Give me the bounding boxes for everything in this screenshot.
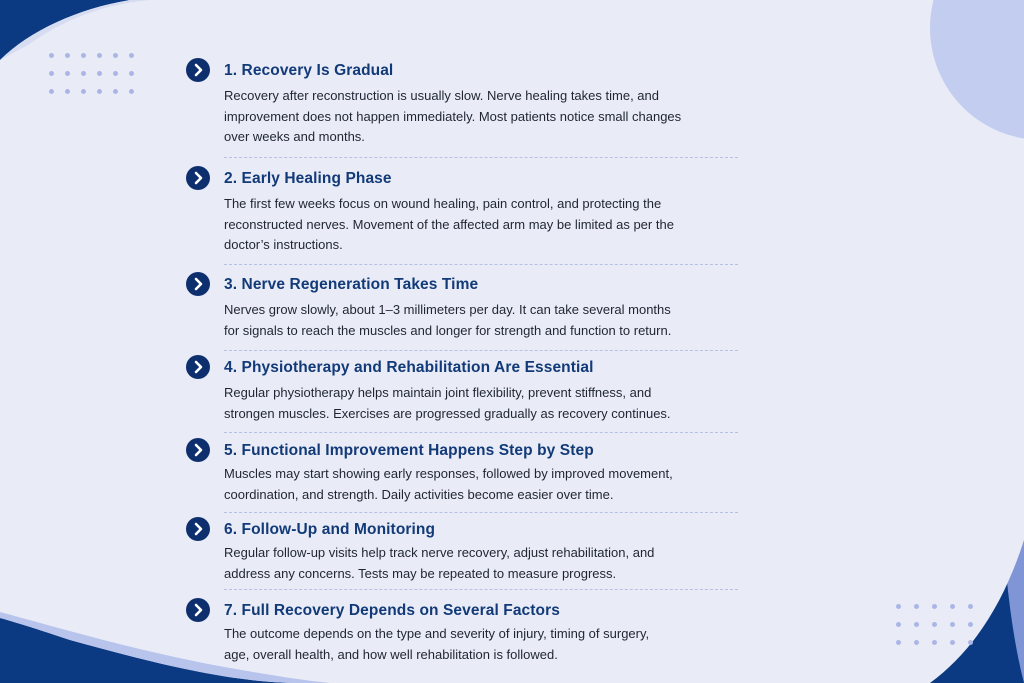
section-2 <box>186 166 738 270</box>
body-line: The first few weeks focus on wound healing, pain control, and protecting the <box>224 196 662 211</box>
body-line: doctor’s instructions. <box>224 237 343 253</box>
chevron-right-icon <box>186 58 210 82</box>
section-body <box>224 194 734 256</box>
body-line: Nerves grow slowly, about 1–3 millimeters per day. It can take several months <box>224 302 671 317</box>
section-title: 5. Functional Improvement Happens Step by Step <box>224 442 594 459</box>
section-title: 4. Physiotherapy and Rehabilitation Are Essential <box>224 359 594 376</box>
section-body <box>224 543 734 584</box>
body-line: Muscles may start showing early responses, followed by improved movement, <box>224 466 673 481</box>
section-1 <box>186 58 738 162</box>
chevron-right-icon <box>186 517 210 541</box>
chevron-right-icon <box>186 272 210 296</box>
body-line: for signals to reach the muscles and longer for strength and function to return. <box>224 322 672 338</box>
section-divider <box>224 512 738 513</box>
body-line: Regular follow-up visits help track nerve recovery, adjust rehabilitation, and <box>224 545 655 560</box>
section-body <box>224 464 734 505</box>
body-line: coordination, and strength. Daily activities become easier over time. <box>224 486 614 502</box>
chevron-right-icon <box>186 438 210 462</box>
section-title: 1. Recovery Is Gradual <box>224 62 394 79</box>
section-divider <box>224 264 738 265</box>
section-4 <box>186 355 738 439</box>
section-6 <box>186 517 738 597</box>
body-line: improvement does not happen immediately. Most patients notice small changes <box>224 108 682 124</box>
section-3 <box>186 272 738 356</box>
body-line: Regular physiotherapy helps maintain joint flexibility, prevent stiffness, and <box>224 385 652 400</box>
body-line: strongen muscles. Exercises are progressed gradually as recovery continues. <box>224 405 671 421</box>
section-body <box>224 300 734 341</box>
section-body <box>224 383 734 424</box>
section-divider <box>224 589 738 590</box>
section-title: 6. Follow-Up and Monitoring <box>224 521 436 538</box>
body-line: over weeks and months. <box>224 129 365 145</box>
section-title: 2. Early Healing Phase <box>224 170 392 187</box>
section-title: 3. Nerve Regeneration Takes Time <box>224 276 479 293</box>
chevron-right-icon <box>186 598 210 622</box>
section-title: 7. Full Recovery Depends on Several Factors <box>224 602 560 619</box>
dot-grid-top-left <box>49 53 134 94</box>
body-line: age, overall health, and how well rehabilitation is followed. <box>224 646 558 662</box>
dot-grid-bottom-right <box>896 604 973 645</box>
body-line: address any concerns. Tests may be repeated to measure progress. <box>224 565 617 581</box>
section-7 <box>186 598 738 668</box>
section-5 <box>186 438 738 518</box>
section-divider <box>224 350 738 351</box>
chevron-right-icon <box>186 166 210 190</box>
body-line: Recovery after reconstruction is usually slow. Nerve healing takes time, and <box>224 88 659 103</box>
body-line: The outcome depends on the type and severity of injury, timing of surgery, <box>224 626 650 641</box>
chevron-right-icon <box>186 355 210 379</box>
body-line: reconstructed nerves. Movement of the affected arm may be limited as per the <box>224 216 674 232</box>
section-body <box>224 86 734 148</box>
section-divider <box>224 432 738 433</box>
section-divider <box>224 157 738 158</box>
section-body <box>224 624 734 665</box>
